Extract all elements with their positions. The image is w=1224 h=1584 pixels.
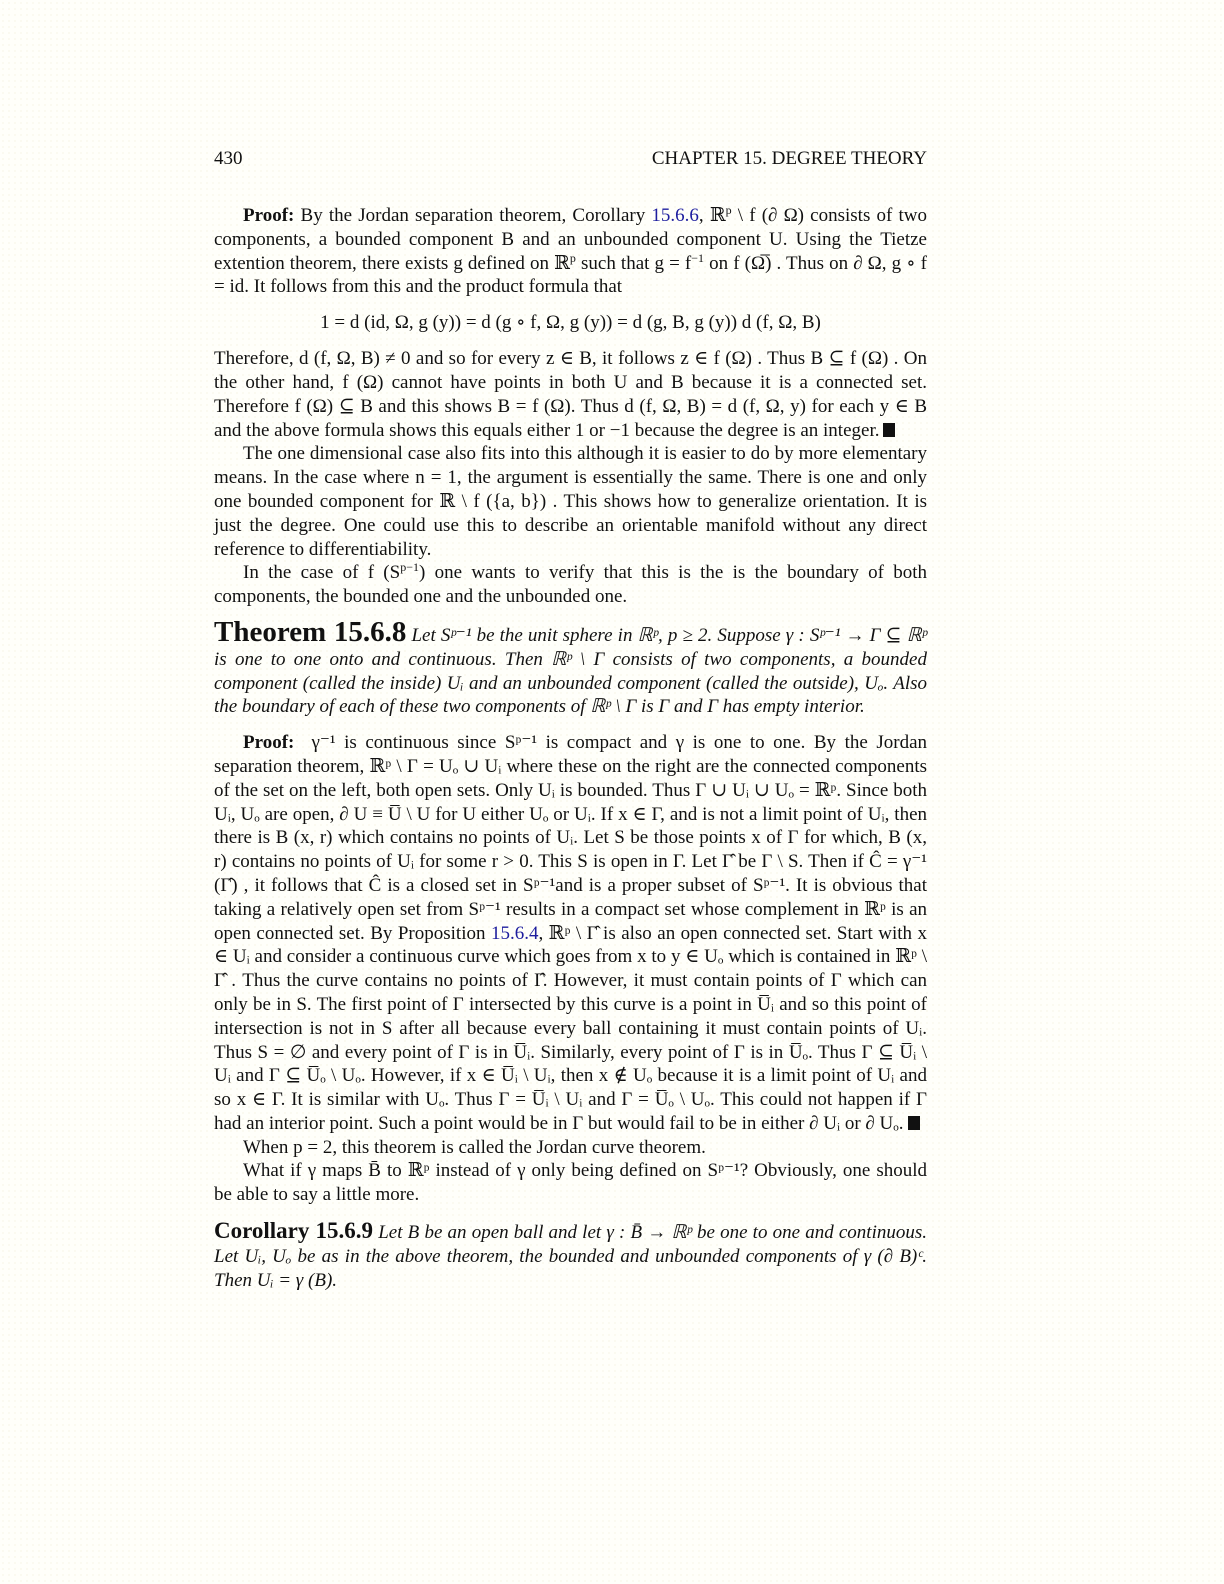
- proof-text: Therefore, d (f, Ω, B) ≠ 0 and so for every z ∈ B, it follows z ∈ f (Ω) . Thus B ⊆ f (Ω) . On the other hand, f (Ω) cannot have points in both U and B because it is a connected set. Therefore f (Ω) ⊆ B and this shows B = f (Ω). Thus d (f, Ω, B) = d (f, Ω, y) for each y ∈ B and the above formula shows this equals either 1 or −1 because the degree is an integer.: [214, 348, 927, 441]
- paragraph-jordan-curve: When p = 2, this theorem is called the Jordan curve theorem.: [243, 1136, 706, 1158]
- theorem-statement: Let Sᵖ⁻¹ be the unit sphere in ℝᵖ, p ≥ 2. Suppose γ : Sᵖ⁻¹ → Γ ⊆ ℝᵖ is one to one onto and continuous. Then ℝᵖ \ Γ consists of two components, a bounded component (called the inside) Uᵢ and an unbounded component (called the outside), Uₒ. Also the boundary of each of these two components of ℝᵖ \ Γ is Γ and Γ has empty interior.: [214, 624, 928, 718]
- book-page: [214, 146, 927, 1292]
- proof-text: such that g = f: [575, 252, 692, 274]
- chapter-title: CHAPTER 15. DEGREE THEORY: [651, 148, 927, 169]
- theorem-15-6-8: [214, 615, 928, 719]
- proof-text: , ℝ: [698, 205, 726, 226]
- text: In the case of f (S: [243, 562, 401, 584]
- proof-label: Proof:: [243, 732, 295, 754]
- proof-text: on f (Ω̅) . Thus on ∂ Ω, g ∘ f = id. It follows from this and the product formula that: [214, 252, 927, 298]
- page-number: 430: [214, 148, 243, 169]
- display-equation: 1 = d (id, Ω, g (y)) = d (g ∘ f, Ω, g (y)) = d (g, B, g (y)) d (f, Ω, B): [320, 312, 821, 334]
- text: ) one wants to verify that this is the is the boundary of both components, the bounded one and the unbounded one.: [214, 562, 928, 608]
- superscript: p−1: [400, 560, 419, 575]
- theorem-heading: Theorem 15.6.8: [214, 615, 407, 648]
- link-proposition-15-6-4[interactable]: 15.6.4: [490, 922, 539, 944]
- running-header: [214, 146, 927, 172]
- qed-square-icon: [883, 423, 895, 437]
- corollary-15-6-9: [214, 1219, 927, 1292]
- qed-square-icon: [908, 1116, 920, 1130]
- link-corollary-15-6-6[interactable]: 15.6.6: [651, 205, 699, 226]
- proof-paragraph-2: [214, 731, 927, 1136]
- proof-text: By the Jordan separation theorem, Corollary: [294, 205, 652, 226]
- paragraph-case: [214, 561, 927, 609]
- corollary-statement: Let B be an open ball and let γ : B̄ → ℝᵖ be one to one and continuous. Let Uᵢ, Uₒ be as in the above theorem, the bounded and unbounded components of γ (∂ B)ᶜ. Then Uᵢ = γ (B).: [214, 1222, 927, 1291]
- paragraph-what-if: What if γ maps B̄ to ℝᵖ instead of γ only being defined on Sᵖ⁻¹? Obviously, one should be able to say a little more.: [214, 1160, 927, 1206]
- proof-text: γ⁻¹ is continuous since Sᵖ⁻¹ is compact and γ is one to one. By the Jordan separation theorem, ℝᵖ \ Γ = Uₒ ∪ Uᵢ where these on the right are the connected components of the set on the left, both open sets. Only Uᵢ is bounded. Thus Γ ∪ Uᵢ ∪ Uₒ = ℝᵖ. Since both Uᵢ, Uₒ are open, ∂ U ≡ U̅ \ U for U either Uₒ or Uᵢ. If x ∈ Γ, and is not a limit point of Uᵢ, then there is B (x, r) which contains no points of Uᵢ. Let S be those points x of Γ for which, B (x, r) contains no points of Uᵢ for some r > 0. This S is open in Γ. Let Γ̂ be Γ \ S. Then if Ĉ = γ⁻¹ (Γ̂) , it follows that Ĉ is a closed set in Sᵖ⁻¹and is a proper subset of Sᵖ⁻¹. It is obvious that taking a relatively open set from Sᵖ⁻¹ results in a compact set whose complement in ℝᵖ is an open connected set. By Proposition: [214, 732, 928, 944]
- proof-text: , ℝᵖ \ Γ̂ is also an open connected set. Start with x ∈ Uᵢ and consider a continuous curve which goes from x to y ∈ Uₒ which is contained in ℝᵖ \ Γ̂ . Thus the curve contains no points of Γ̂. However, it must contain points of Γ which can only be in S. The first point of Γ intersected by this curve is a point in U̅ᵢ and so this point of intersection is not in S after all because every ball containing it must contain points of Uᵢ. Thus S = ∅ and every point of Γ is in U̅ᵢ. Similarly, every point of Γ is in U̅ₒ. Thus Γ ⊆ U̅ᵢ \ Uᵢ and Γ ⊆ U̅ₒ \ Uₒ. However, if x ∈ U̅ᵢ \ Uᵢ, then x ∉ Uₒ because it is a limit point of Uᵢ and so x ∈ Γ. It is similar with Uₒ. Thus Γ = U̅ᵢ \ Uᵢ and Γ = U̅ₒ \ Uₒ. This could not happen if Γ had an interior point. Such a point would be in Γ but would fail to be in either ∂ Uᵢ or ∂ Uₒ.: [214, 922, 927, 1134]
- proof-paragraph-1-cont: [214, 347, 927, 442]
- proof-paragraph-1: Proof: By the Jordan separation theorem, Corollary 15.6.6, ℝ$^p$ \ f (∂ Ω) consists of two components, a bounded component B and an unbounded component U. Using the Tietze extention theorem, there exists g defined on ℝ$^p$ such that $g = f^{-1}$ on f (Ω̅) . Thus on ∂ Ω, g ∘ f = id. It follows from this and the product formula that: [214, 203, 927, 298]
- corollary-heading: Corollary 15.6.9: [214, 1218, 374, 1244]
- paragraph-one-dimensional: The one dimensional case also fits into this although it is easier to do by more elementary means. In the case where n = 1, the argument is essentially the same. There is one and only one bounded component for ℝ \ f ({a, b}) . This shows how to generalize orientation. It is just the degree. One could use this to describe an orientable manifold without any direct reference to differentiability.: [214, 443, 927, 560]
- proof-label: Proof:: [243, 205, 295, 226]
- proof-text: \ f (∂ Ω) consists of two components, a bounded component B and an unbounded component U. Using the Tietze extention theorem, there exists g defined on ℝ: [214, 205, 927, 274]
